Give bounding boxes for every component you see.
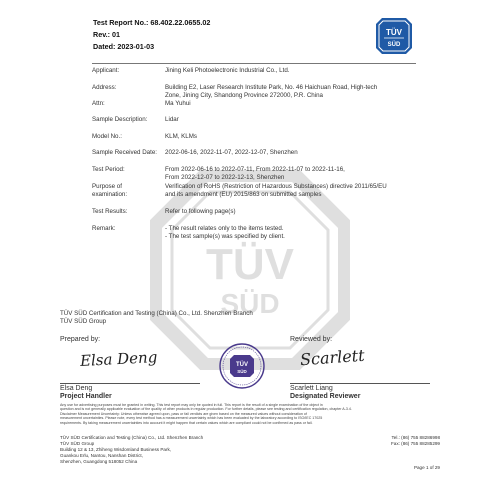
purpose-label-1: Purpose of	[92, 183, 122, 190]
footer-tel: Tel.: (86) 755 88286998	[391, 435, 440, 440]
watermark-bottom: SÜD	[220, 288, 280, 319]
report-number: Test Report No.: 68.402.22.0655.02	[93, 18, 211, 27]
company-group: TÜV SÜD Group	[60, 318, 107, 325]
footer-group: TÜV SÜD Group	[60, 441, 95, 446]
stamp-bottom-text: SÜD	[237, 369, 247, 374]
disclaimer-line-4: measurement uncertainties. Please note, every test method has a measurement uncertainty which has been evaluated by the laboratory according to ISO/IEC 17025	[60, 416, 323, 421]
disclaimer	[60, 403, 440, 425]
reviewed-title: Designated Reviewer	[290, 393, 361, 400]
footer-address-line-2: Guankou Erlu, Nantou, Nanshan District,	[60, 453, 143, 458]
stamp-top-text: TÜV	[236, 362, 248, 368]
disclaimer-line-3: Disclaimer Measurement Uncertainty: Unless otherwise agreed upon, pass or fail verdicts are given based on the measured values without consideration of	[60, 411, 307, 416]
address-line-1: Building E2, Laser Research Institute Park, No. 46 Haichuan Road, High-tech	[165, 84, 378, 91]
disclaimer-line-5: requirements. By taking measurement uncertainties into account it might happen that certain values which are compliant could not be confirmed as pass or fail.	[60, 420, 313, 425]
logo-top-text: TÜV	[386, 28, 402, 37]
official-stamp	[219, 343, 265, 389]
prepared-by-label: Prepared by:	[60, 336, 101, 343]
attn-value: Ma Yuhui	[165, 100, 191, 107]
received-date-label: Sample Received Date:	[92, 149, 158, 156]
signature-line-prepared	[60, 383, 200, 384]
sample-description-label: Sample Description:	[92, 116, 148, 123]
remark-line-1: - The result relates only to the items tested.	[165, 225, 284, 232]
test-period-line-2: From 2022-12-07 to 2022-12-13, Shenzhen	[165, 174, 285, 181]
footer-address	[60, 435, 203, 465]
purpose-line-2: and its amendment (EU) 2015/863 on submitted samples	[165, 191, 322, 198]
signature-prepared: Elsa Deng	[79, 347, 158, 371]
remark-line-2: - The test sample(s) was specified by client.	[165, 233, 285, 240]
attn-label: Attn:	[92, 100, 105, 107]
signature-reviewed: Scarlett	[299, 345, 366, 370]
footer-address-line-1: Building 12 & 13, Zhiheng Wisdomland Business Park,	[60, 447, 172, 452]
test-period-label: Test Period:	[92, 166, 125, 173]
tuv-logo	[374, 16, 414, 56]
report-date: Dated: 2023-01-03	[93, 42, 155, 51]
address-label: Address:	[92, 84, 117, 91]
prepared-title: Project Handler	[60, 393, 112, 400]
prepared-name: Elsa Deng	[60, 385, 93, 392]
disclaimer-line-2: question and is not generally applicable evaluation of the quality of other products in regular production. For further details, please see testing and certification regulation, chapter A-3.4.	[60, 407, 352, 412]
purpose-label-2: examination:	[92, 191, 128, 198]
footer-company: TÜV SÜD Certification and Testing (China) Co., Ltd. Shenzhen Branch	[60, 435, 204, 440]
test-results-value: Refer to following page(s)	[165, 208, 236, 215]
reviewed-by-label: Reviewed by:	[290, 336, 333, 343]
model-value: KLM, KLMs	[165, 133, 197, 140]
address-line-2: Zone, Jining City, Shandong Province 272000, P.R. China	[165, 92, 323, 99]
test-results-label: Test Results:	[92, 208, 128, 215]
test-period-line-1: From 2022-06-16 to 2022-07-11, From 2022-11-07 to 2022-11-16,	[165, 166, 345, 173]
watermark-top: TÜV	[206, 240, 294, 289]
footer-fax: Fax: (86) 755 88285299	[390, 441, 440, 446]
signature-line-reviewed	[290, 383, 430, 384]
applicant-label: Applicant:	[92, 67, 120, 74]
remark-label: Remark:	[92, 225, 116, 232]
report-revision: Rev.: 01	[93, 30, 121, 39]
sample-description-value: Lidar	[165, 116, 179, 123]
model-label: Model No.:	[92, 133, 122, 140]
received-date-value: 2022-06-16, 2022-11-07, 2022-12-07, Shenzhen	[165, 149, 298, 156]
purpose-line-1: Verification of RoHS (Restriction of Hazardous Substances) directive 2011/65/EU	[165, 183, 387, 190]
footer-contact	[360, 435, 440, 447]
disclaimer-line-1: Any use for advertising purposes must be granted in writing. This test report may only be quoted in full. This report is the result of a single examination of the object in	[60, 403, 323, 407]
footer-address-line-3: Shenzhen, Guangdong 518052 China	[60, 459, 138, 464]
divider	[92, 63, 416, 64]
applicant-value: Jining Keli Photoelectronic Industrial Co., Ltd.	[165, 67, 290, 74]
company-name: TÜV SÜD Certification and Testing (China) Co., Ltd. Shenzhen Branch	[60, 310, 253, 317]
reviewed-name: Scarlett Liang	[290, 385, 333, 392]
logo-bottom-text: SÜD	[387, 42, 401, 48]
page-number: Page 1 of 29	[413, 465, 440, 470]
